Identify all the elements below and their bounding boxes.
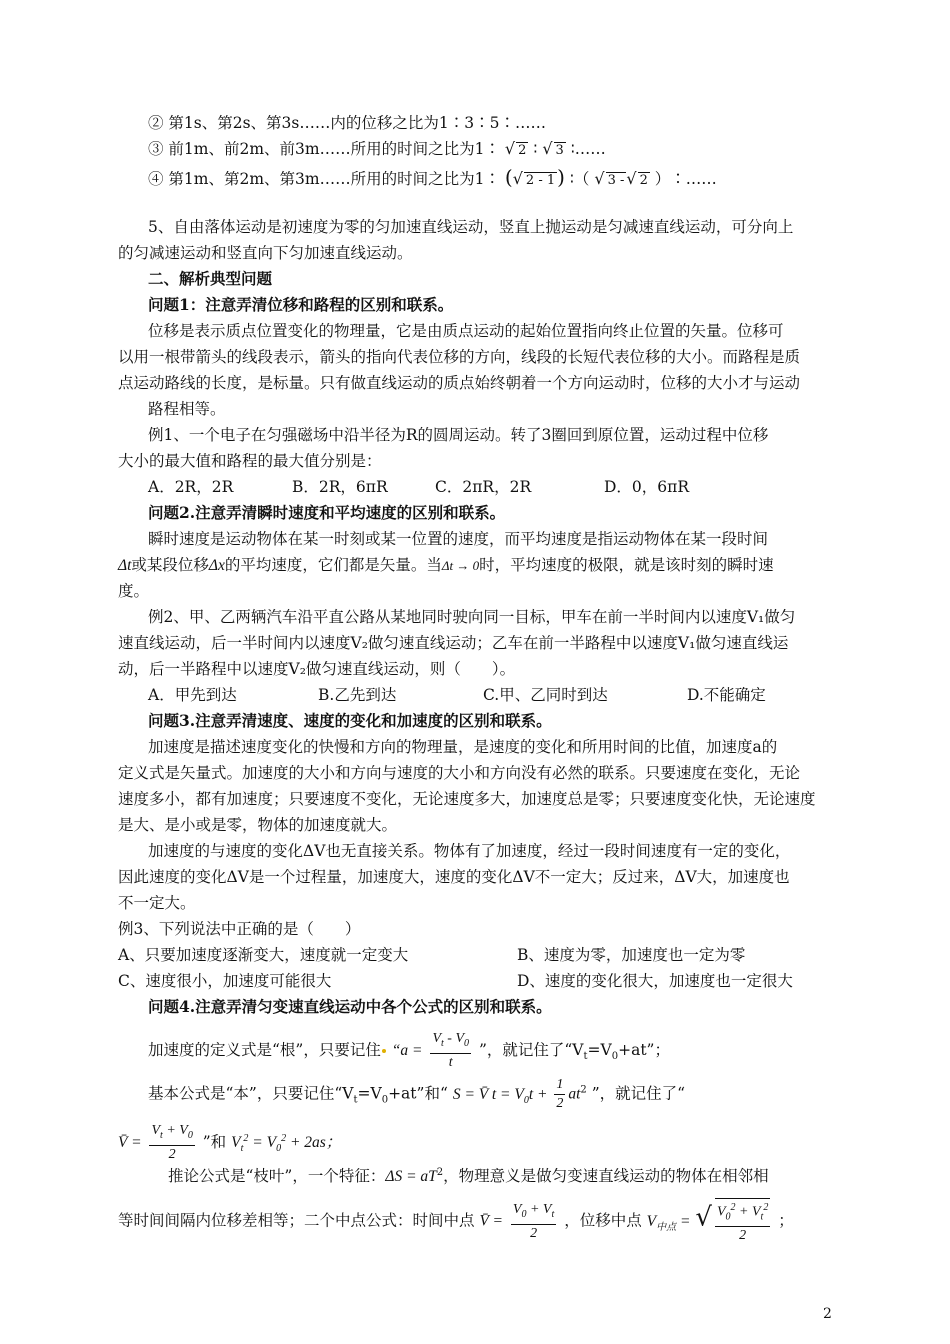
ratio-line-3 (148, 136, 606, 162)
average-velocity-fraction: $\frac{V_t + V_0}{2}$ (151, 1123, 193, 1162)
question-3-heading: 问题3.注意弄清速度、速度的变化和加速度的区别和联系。 (148, 711, 552, 730)
q3-paragraph-line-4: 是大、是小或是零，物体的加速度就大。 (118, 816, 398, 834)
q2-text-c: 时，平均速度的极限，就是该时刻的瞬时速 (479, 556, 774, 574)
sqrt-3-minus: 3 - (607, 173, 625, 188)
question-1-heading: 问题1：注意弄清位移和路程的区别和联系。 (148, 295, 454, 314)
q2-paragraph-line-1: 瞬时速度是运动物体在某一时刻或某一位置的速度，而平均速度是指运动物体在某一段时间 (148, 530, 769, 548)
ratio-line-4-text: ④ 第1m、第2m、第3m……所用的时间之比为1∶ (148, 170, 500, 188)
q4-line-4: 推论公式是“枝叶”，一个特征：$\Delta S = aT^2$，物理意义是做匀变速直线运动的物体在相邻相 (168, 1167, 769, 1186)
delta-t-limit: Δt → 0 (441, 558, 480, 573)
example-3-option-d: D、速度的变化很大，加速度也一定很大 (517, 972, 793, 990)
velocity-squared-formula: $V_t^2 = V_0^2 + 2as$； (231, 1132, 342, 1154)
delta-x: Δx (208, 557, 225, 574)
sqrt-3: 3 (555, 143, 564, 158)
q3-paragraph-line-1: 加速度是描述速度变化的快慢和方向的物理量，是速度的变化和所用时间的比值，加速度a的 (148, 738, 778, 756)
highlight-dot (382, 1049, 386, 1053)
sqrt-symbol: √ (542, 139, 553, 158)
delta-t: Δt (118, 557, 132, 574)
sqrt-symbol: √ (695, 1202, 712, 1233)
q3-paragraph-line-6: 因此速度的变化ΔV是一个过程量，加速度大，速度的变化ΔV不一定大；反过来，ΔV大，加速度也 (118, 868, 790, 886)
a-def-lhs: “a = (391, 1041, 423, 1059)
displacement-formula: S = V̄ $t = V_0t$ + (452, 1085, 552, 1106)
example-2-option-b: B.乙先到达 (318, 686, 397, 704)
example-2-line-1: 例2、甲、乙两辆汽车沿平直公路从某地同时驶向同一目标，甲车在前一半时间内以速度V₁做匀 (148, 608, 796, 626)
delta-s-formula: ΔS = aT (385, 1168, 437, 1186)
example-2-line-2: 速直线运动，后一半时间内以速度V₂做匀速直线运动；乙车在前一半路程中以速度V₁做匀速直线运 (118, 634, 789, 652)
ratio-line-2: ② 第1s、第2s、第3s……内的位移之比为1∶3∶5∶…… (148, 114, 546, 132)
example-1-option-c: C．2πR，2R (435, 478, 532, 496)
paren-close: ) (557, 165, 565, 189)
question-2-heading: 问题2.注意弄清瞬时速度和平均速度的区别和联系。 (148, 503, 506, 522)
q1-paragraph-line-3: 点运动路线的长度，是标量。只有做直线运动的质点始终朝着一个方向运动时，位移的大小才与运动 (118, 374, 801, 392)
vbar-lhs: V̄ = (118, 1133, 142, 1151)
page-number: 2 (823, 1306, 832, 1322)
q2-paragraph-line-3: 度。 (118, 582, 150, 600)
example-3-option-b: B、速度为零，加速度也一定为零 (517, 946, 746, 964)
ratio-line-3-text: ③ 前1m、前2m、前3m……所用的时间之比为1∶ (148, 140, 500, 158)
example-2-line-3: 动，后一半路程中以速度V₂做匀速直线运动，则（ ）。 (118, 660, 516, 678)
time-midpoint-fraction: $\frac{V_0 + V_t}{2}$ (512, 1201, 555, 1241)
sqrt-2: 2 (518, 143, 527, 158)
q3-paragraph-line-5: 加速度的与速度的变化ΔV也无直接关系。物体有了加速度，经过一段时间速度有一定的变化， (148, 842, 791, 860)
example-2-option-d: D.不能确定 (687, 686, 766, 704)
q4-line-2: 基本公式是“本”，只要记住“$V_t=V_0+at$”和“ S = V̄ $t = V_0t$ + $\frac{1}{2}$ $at^2$ ”，就记住了“ (148, 1077, 686, 1111)
example-1-option-d: D．0，6πR (604, 478, 690, 496)
ratio-line-4-mid: ∶（ (569, 170, 590, 188)
q1-paragraph-line-1: 位移是表示质点位置变化的物理量，它是由质点运动的起始位置指向终止位置的矢量。位移可 (148, 322, 784, 340)
q4-line-1: 加速度的定义式是“根”，只要记住 “a = $\frac{V_t - V_0}{t}$ ”，就记住了“$V_t=V_0+at$”； (148, 1031, 670, 1070)
example-3-option-a: A、只要加速度逐渐变大，速度就一定变大 (118, 946, 409, 964)
example-2-option-a: A．甲先到达 (148, 686, 237, 704)
q3-paragraph-line-3: 速度多小，都有加速度；只要速度不变化，无论速度多大，加速度总是零；只要速度变化快，无论速度 (118, 790, 816, 808)
ratio-line-4-tail: ）∶…… (654, 170, 717, 188)
a-def-fraction: $\frac{V_t - V_0}{t}$ (432, 1031, 470, 1070)
sqrt-symbol: √ (594, 169, 605, 188)
half-fraction: $\frac{1}{2}$ (556, 1077, 564, 1111)
q2-paragraph-line-2 (118, 552, 774, 579)
example-2-option-c: C.甲、乙同时到达 (483, 686, 608, 704)
section-heading-2: 二、解析典型问题 (148, 269, 273, 288)
example-3-question: 例3、下列说法中正确的是（ ） (118, 920, 361, 938)
example-1-option-a: A．2R，2R (148, 478, 234, 496)
sqrt-symbol: √ (512, 169, 523, 188)
sep: ∶ (533, 140, 538, 158)
sqrt-2-minus-1: 2 - 1 (525, 173, 556, 188)
q3-paragraph-line-7: 不一定大。 (118, 894, 196, 912)
ratio-line-4 (148, 164, 717, 192)
sqrt-2b: 2 (639, 173, 648, 188)
sqrt-symbol: √ (626, 169, 637, 188)
q2-text-b: 的平均速度，它们都是矢量。当 (224, 556, 442, 574)
paren-open: ( (504, 165, 513, 189)
position-midpoint: $V_{中点}$ = (646, 1212, 691, 1233)
q3-paragraph-line-2: 定义式是矢量式。加速度的大小和方向与速度的大小和方向没有必然的联系。只要速度在变化，无论 (118, 764, 801, 782)
question-4-heading: 问题4.注意弄清匀变速直线运动中各个公式的区别和联系。 (148, 997, 552, 1016)
paragraph-5-line-2: 的匀减速运动和竖直向下匀加速直线运动。 (118, 244, 413, 262)
example-3-option-c: C、速度很小，加速度可能很大 (118, 972, 332, 990)
q1-paragraph-line-2: 以用一根带箭头的线段表示，箭头的指向代表位移的方向，线段的长短代表位移的大小。而路程是质 (118, 348, 801, 366)
q4-line-3: V̄ = $\frac{V_t + V_0}{2}$ ”和 $V_t^2 = V_0^2 + 2as$； (118, 1123, 342, 1162)
q4-line-1-text: 加速度的定义式是“根”，只要记住 (148, 1040, 381, 1059)
position-midpoint-fraction: $\frac{V_0^2 + V_t^2}{2}$ (715, 1198, 770, 1245)
q2-text-a: 或某段位移 (131, 556, 209, 574)
example-1-line-1: 例1、一个电子在匀强磁场中沿半径为R的圆周运动。转了3圈回到原位置，运动过程中位移 (148, 426, 769, 444)
q4-line-5: 等时间间隔内位移差相等；二个中点公式：时间中点 V̄ = $\frac{V_0 + V_t}{2}$ ，位移中点 $V_{中点}$ = √ $\frac{V_0^2 + V_t^2}{2}$ ； (118, 1198, 794, 1245)
q1-paragraph-line-4: 路程相等。 (148, 400, 226, 418)
example-1-line-2: 大小的最大值和路程的最大值分别是： (118, 452, 382, 470)
example-1-option-b: B．2R，6πR (292, 478, 388, 496)
paragraph-5-line-1: 5、自由落体运动是初速度为零的匀加速直线运动，竖直上抛运动是匀减速直线运动，可分向上 (148, 218, 794, 236)
ratio-line-3-tail: ∶…… (570, 140, 606, 158)
sqrt-symbol: √ (504, 139, 516, 158)
